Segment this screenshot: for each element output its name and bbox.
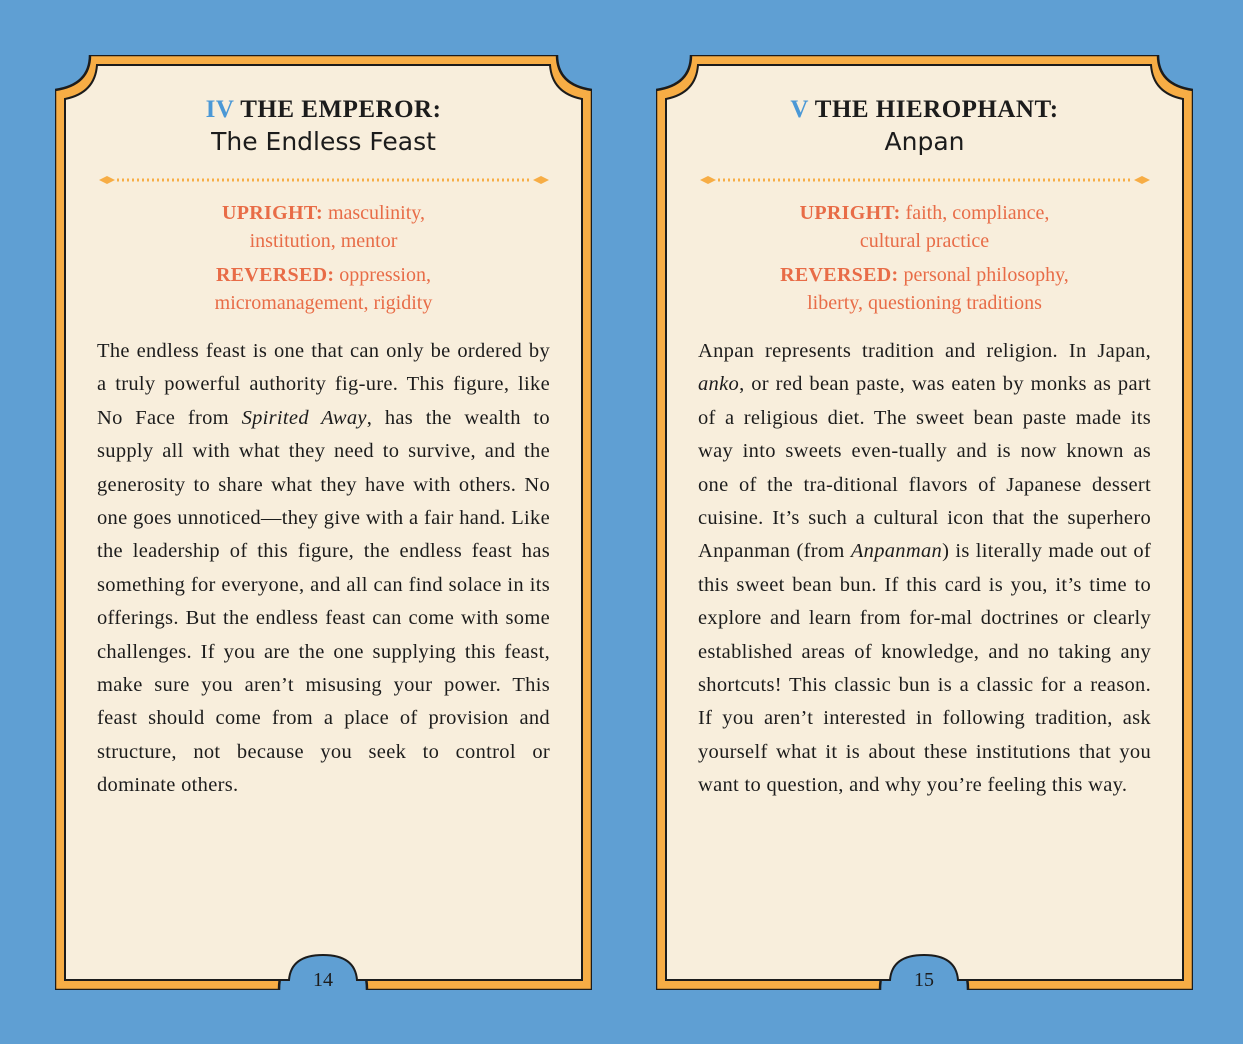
card-title <box>97 95 550 125</box>
roman-numeral: V <box>790 96 809 123</box>
card-content <box>698 95 1151 803</box>
upright-label: UPRIGHT: <box>222 202 323 224</box>
upright-line2: institution, mentor <box>249 230 398 252</box>
body-italic-word: anko <box>698 373 740 396</box>
card-body-text <box>97 335 550 803</box>
reversed-line2: micromanagement, rigidity <box>214 292 433 314</box>
body-italic-title: Anpanman <box>850 540 943 563</box>
reversed-line1: personal philosophy, <box>903 264 1069 286</box>
card-hierophant <box>656 55 1193 990</box>
reversed-line2: liberty, questioning traditions <box>807 292 1042 314</box>
reversed-meaning <box>698 261 1151 317</box>
upright-meaning <box>97 199 550 255</box>
roman-numeral: IV <box>205 96 234 123</box>
upright-meaning <box>698 199 1151 255</box>
body-text-part: The endless feast is one that can only be ordered by a truly powerful authority fig-ure. This figure, like No Face from <box>97 340 550 429</box>
reversed-label: REVERSED: <box>780 264 899 286</box>
body-text-part: , or red bean paste, was eaten by monks as part of a religious diet. The sweet bean paste made its way into sweets even-tually and is now known as one of the tra-ditional flavors of Japanese dessert cuisine. It’s such a cultural icon that the superhero Anpanman (from <box>698 373 1151 563</box>
upright-line1: faith, compliance, <box>905 202 1050 224</box>
card-name: THE EMPEROR: <box>240 96 442 123</box>
body-text-part: , has the wealth to supply all with what they need to survive, and the generosity to share what they have with others. No one goes unnoticed—they give with a fair hand. Like the leadership of this figure, the endless feast has something for everyone, and all can find solace in its offerings. But the endless feast can come with some challenges. If you are the one supplying this feast, make sure you aren’t misusing your power. This feast should come from a place of provision and structure, not because you seek to control or dominate others. <box>97 406 550 797</box>
body-text-part: Anpan represents tradition and religion. In Japan, <box>698 340 1151 362</box>
card-name: THE HIEROPHANT: <box>814 96 1059 123</box>
upright-label: UPRIGHT: <box>799 202 901 224</box>
card-content <box>97 95 550 803</box>
reversed-line1: oppression, <box>339 264 431 286</box>
card-body-text <box>698 335 1151 803</box>
body-italic-title: Spirited Away <box>241 406 367 429</box>
page-number: 14 <box>313 969 333 991</box>
upright-line2: cultural practice <box>859 230 990 252</box>
upright-line1: masculinity, <box>327 202 425 224</box>
card-title <box>698 95 1151 125</box>
card-subtitle: Anpan <box>884 127 965 156</box>
dotted-divider <box>700 175 1150 185</box>
card-subtitle: The Endless Feast <box>211 127 436 156</box>
card-emperor <box>55 55 592 990</box>
reversed-label: REVERSED: <box>216 264 335 286</box>
body-text-part: ) is literally made out of this sweet bean bun. If this card is you, it’s time to explore and learn from for-mal doctrines or clearly established areas of knowledge, and no taking any shortcuts! This classic bun is a classic for a reason. If you aren’t interested in following tradition, ask yourself what it is about these institutions that you want to question, and why you’re feeling this way. <box>698 540 1152 797</box>
dotted-divider <box>99 175 549 185</box>
page-number: 15 <box>914 969 934 991</box>
reversed-meaning <box>97 261 550 317</box>
